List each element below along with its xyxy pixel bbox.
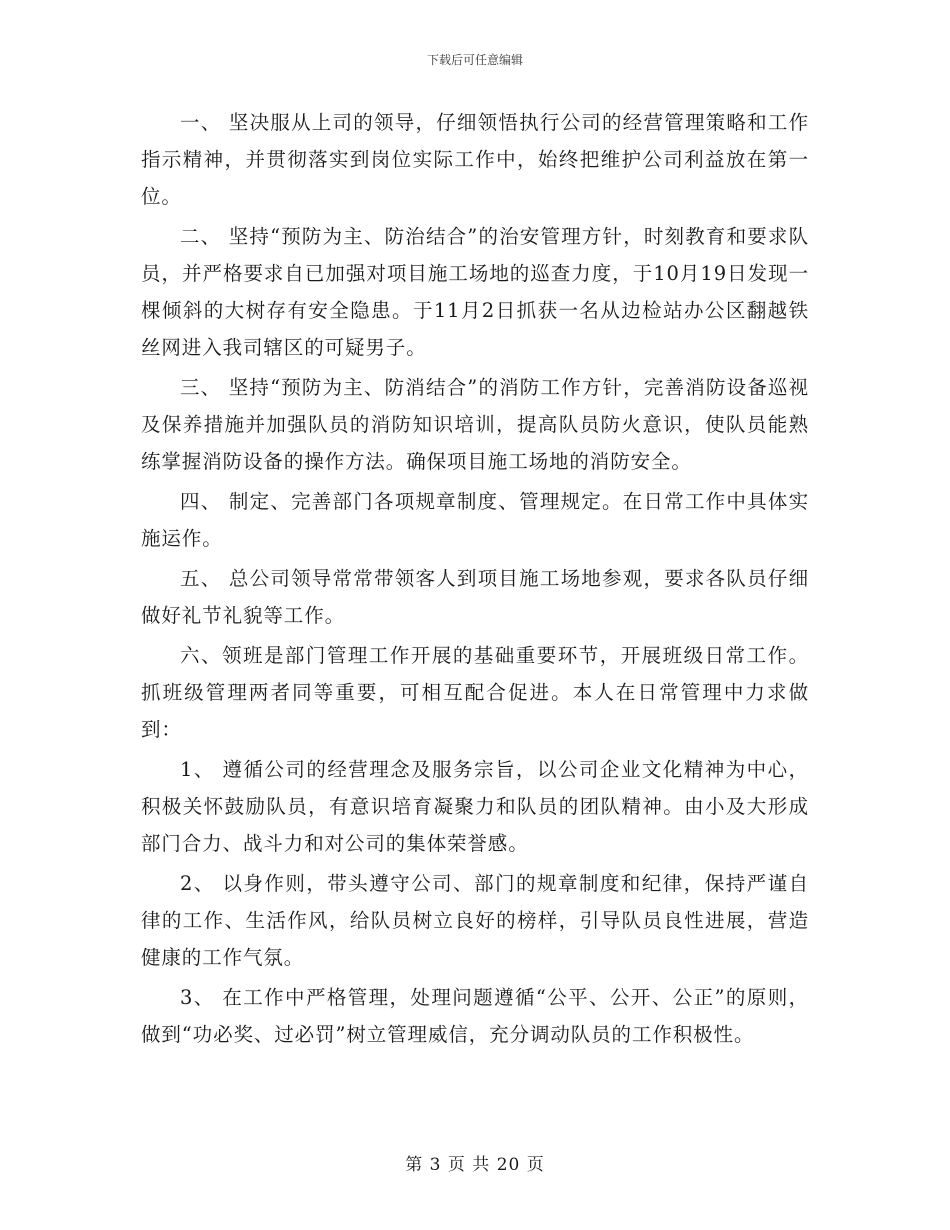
paragraph-1: 一、 坚决服从上司的领导，仔细领悟执行公司的经营管理策略和工作 指示精神，并贯彻落实到岗位实际工作中，始终把维护公司利益放在第一位。 — [141, 111, 809, 208]
paragraph-4: 四、 制定、完善部门各项规章制度、管理规定。在日常工作中具体实施运作。 — [141, 490, 809, 550]
document-body — [141, 104, 809, 1056]
page-footer — [0, 1153, 950, 1177]
paragraph-7: 1、 遵循公司的经营理念及服务宗旨，以公司企业文化精神为中心，积极关怀鼓励队员，有意识培育凝聚力和队员的团队精神。由小及大形成部门合力、战斗力和对公司的集体荣誉感。 — [141, 758, 809, 855]
paragraph-3: 三、 坚持“预防为主、防消结合”的消防工作方针，完善消防设备巡视及保养措施并加强队员的消防知识培训，提高队员防火意识，使队员能熟练掌握消防设备的操作方法。确保项目施工场地的消防安全。 — [141, 376, 809, 473]
paragraph-9: 3、 在工作中严格管理，处理问题遵循“公平、公开、公正”的原则，做到“功必奖、过必罚”树立管理威信，充分调动队员的工作积极性。 — [141, 986, 809, 1046]
page-number-text: 第 3 页 共 20 页 — [405, 1155, 545, 1175]
page-header: 下载后可任意编辑 — [426, 53, 523, 67]
paragraph-8: 2、 以身作则，带头遵守公司、部门的规章制度和纪律，保持严谨自律的工作、生活作风，给队员树立良好的榜样，引导队员良性进展，营造健康的工作气氛。 — [141, 872, 809, 969]
paragraph-2: 二、 坚持“预防为主、防治结合”的治安管理方针，时刻教育和要求队员，并严格要求自已加强对项目施工场地的巡查力度，于10月19日发现一棵倾斜的大树存有安全隐患。于11月2日抓获一名从边检站办公区翻越铁丝网进入我司辖区的可疑男子。 — [141, 225, 809, 359]
paragraph-5: 五、 总公司领导常常带领客人到项目施工场地参观，要求各队员仔细做好礼节礼貌等工作。 — [141, 567, 809, 627]
paragraph-6: 六、领班是部门管理工作开展的基础重要环节，开展班级日常工作。抓班级管理两者同等重要，可相互配合促进。本人在日常管理中力求做到： — [141, 644, 809, 741]
